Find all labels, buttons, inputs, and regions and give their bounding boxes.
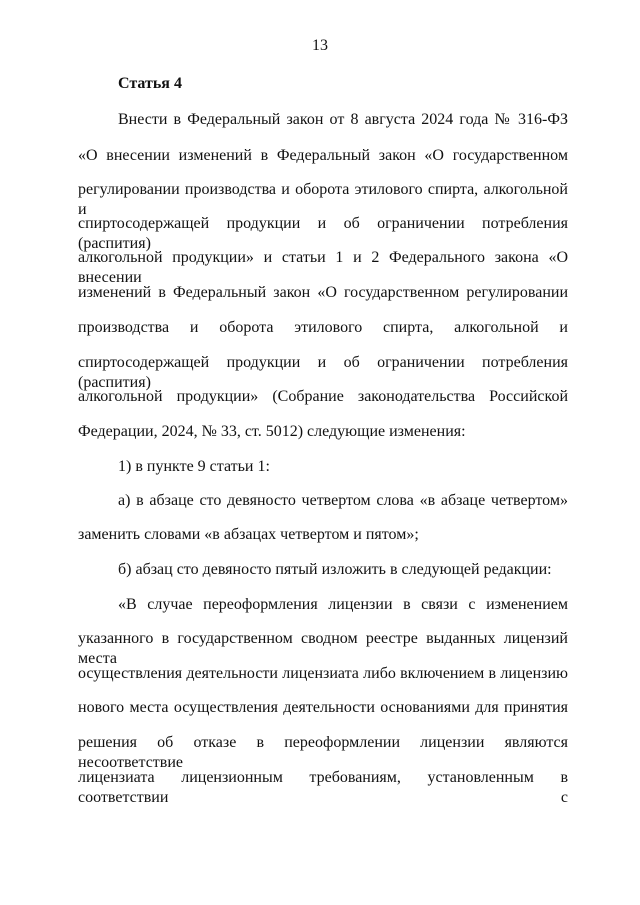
text-line: 1) в пункте 9 статьи 1: — [118, 458, 270, 475]
text-line: заменить словами «в абзацах четвертом и пятом»; — [78, 526, 419, 543]
text-line: алкогольной продукции» (Собрание законодательства Российской — [78, 388, 568, 405]
text-line: нового места осуществления деятельности основаниями для принятия — [78, 699, 568, 716]
text-line: лицензиата лицензионным требованиям, установленным в соответствии с — [78, 769, 568, 806]
text-line: изменений в Федеральный закон «О государственном регулировании — [78, 284, 568, 301]
text-line: б) абзац сто девяносто пятый изложить в следующей редакции: — [118, 561, 552, 578]
text-line: регулировании производства и оборота этилового спирта, алкогольной и — [78, 181, 568, 218]
text-line: алкогольной продукции» и статьи 1 и 2 Федерального закона «О внесении — [78, 249, 568, 286]
text-line: осуществления деятельности лицензиата либо включением в лицензию — [78, 665, 568, 682]
text-line: спиртосодержащей продукции и об ограничении потребления (распития) — [78, 215, 568, 252]
text-line: «О внесении изменений в Федеральный закон «О государственном — [78, 147, 568, 164]
text-line: указанного в государственном сводном реестре выданных лицензий места — [78, 630, 568, 667]
text-line: Федерации, 2024, № 33, ст. 5012) следующие изменения: — [78, 423, 466, 440]
text-line: решения об отказе в переоформлении лицензии являются несоответствие — [78, 734, 568, 771]
page-number: 13 — [312, 37, 328, 54]
article-title: Статья 4 — [118, 75, 182, 92]
text-line: спиртосодержащей продукции и об ограничении потребления (распития) — [78, 354, 568, 391]
text-line: Внести в Федеральный закон от 8 августа 2024 года № 316-ФЗ — [118, 111, 568, 128]
text-line: производства и оборота этилового спирта, алкогольной и — [78, 319, 568, 336]
text-line: а) в абзаце сто девяносто четвертом слова «в абзаце четвертом» — [118, 492, 568, 509]
text-line: «В случае переоформления лицензии в связи с изменением — [118, 596, 568, 613]
